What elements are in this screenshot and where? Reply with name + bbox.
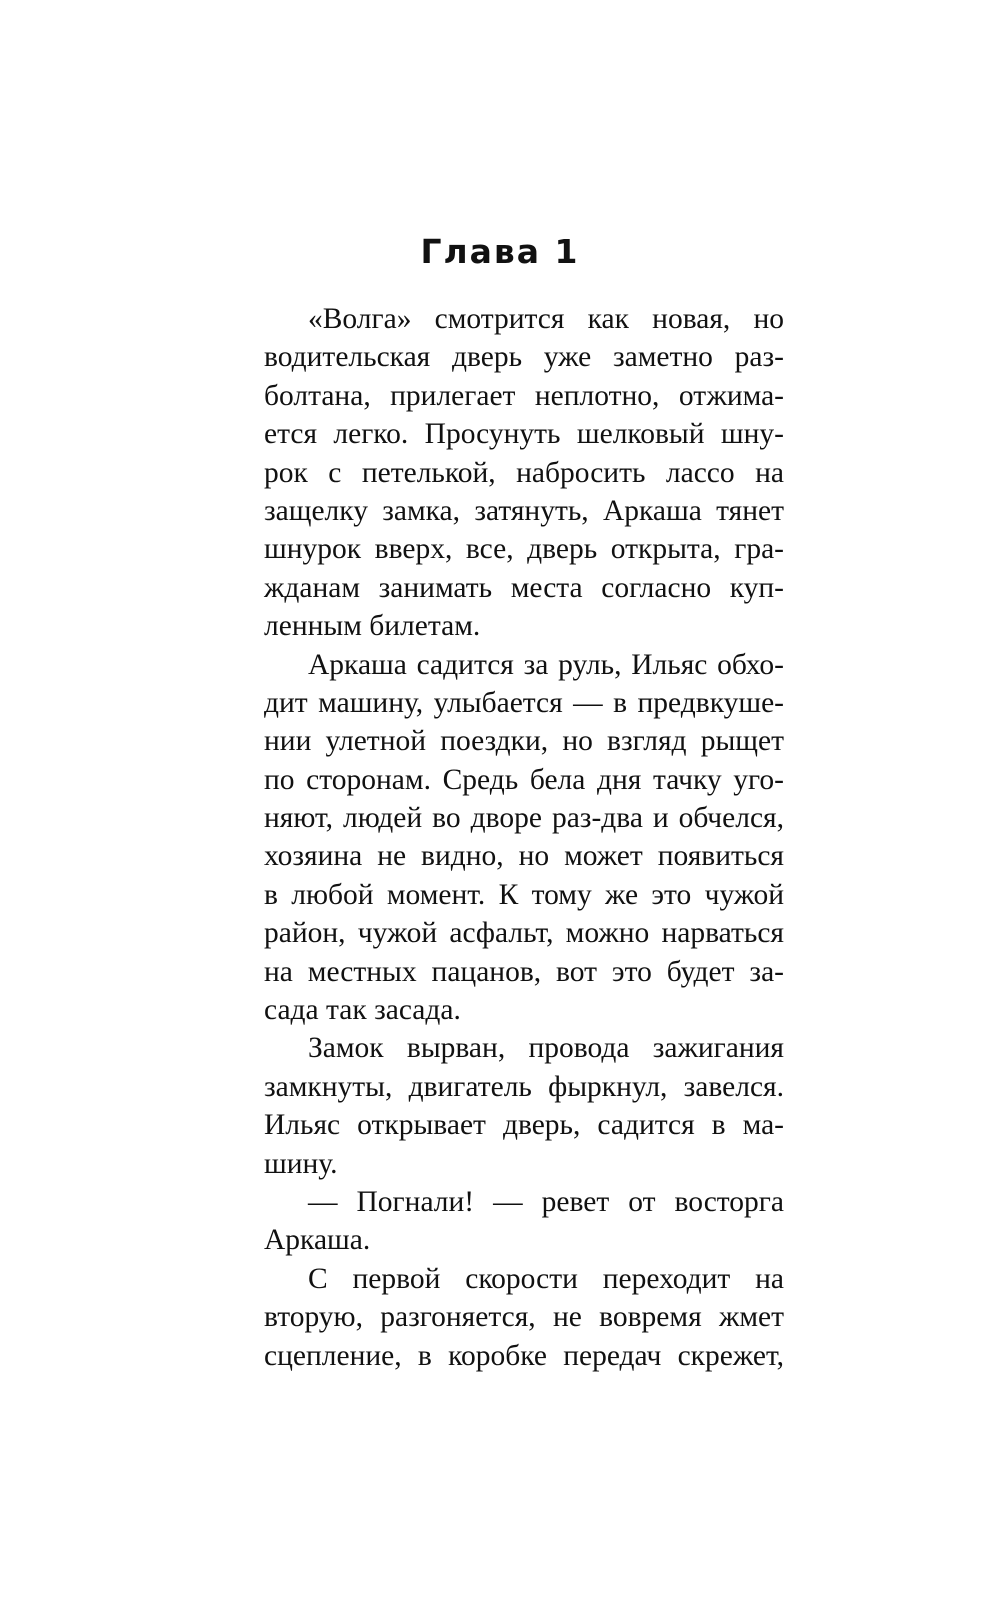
text-line: — Погнали! — ревет от восторга [308, 1185, 784, 1218]
text-line: водительская дверь уже заметно раз- [264, 341, 784, 374]
text-line: ется легко. Просунуть шелковый шну- [264, 418, 784, 451]
text-line: «Волга» смотрится как новая, но [308, 303, 784, 335]
paragraph-2 [264, 646, 784, 1030]
text-line: сцепление, в коробке передач скрежет, [264, 1339, 784, 1372]
text-line: ленным билетам. [264, 610, 481, 643]
text-line: хозяина не видно, но может появиться [264, 840, 784, 873]
paragraph-1 [264, 300, 784, 646]
paragraph-5 [264, 1260, 784, 1375]
text-line: Аркаша. [264, 1224, 371, 1257]
text-line: Аркаша садится за руль, Ильяс обхо- [308, 648, 784, 681]
text-line: на местных пацанов, вот это будет за- [264, 955, 784, 988]
text-line: замкнуты, двигатель фыркнул, завелся. [264, 1070, 784, 1103]
text-line: няют, людей во дворе раз-два и обчелся, [264, 802, 784, 835]
text-line: в любой момент. К тому же это чужой [264, 878, 784, 911]
paragraph-4 [264, 1183, 784, 1260]
text-line: Замок вырван, провода зажигания [308, 1032, 784, 1065]
text-line: сада так засада. [264, 994, 461, 1027]
chapter-title: Глава 1 [420, 232, 580, 271]
text-line: Ильяс открывает дверь, садится в ма- [264, 1109, 784, 1142]
paragraph-3 [264, 1029, 784, 1183]
text-line: шину. [264, 1147, 338, 1180]
body-text [264, 300, 784, 1375]
text-line: рок с петелькой, набросить лассо на [264, 456, 784, 489]
text-line: район, чужой асфальт, можно нарваться [264, 917, 784, 950]
text-line: нии улетной поездки, но взгляд рыщет [264, 725, 784, 758]
text-line: по сторонам. Средь бела дня тачку уго- [264, 763, 784, 796]
text-line: шнурок вверх, все, дверь открыта, гра- [264, 533, 784, 566]
text-line: дит машину, улыбается — в предвкуше- [264, 686, 784, 719]
text-line: болтана, прилегает неплотно, отжима- [264, 379, 784, 412]
text-line: вторую, разгоняется, не вовремя жмет [264, 1301, 784, 1334]
text-line: С первой скорости переходит на [308, 1262, 784, 1295]
text-line: жданам занимать места согласно куп- [264, 571, 784, 604]
text-line: защелку замка, затянуть, Аркаша тянет [264, 494, 784, 527]
